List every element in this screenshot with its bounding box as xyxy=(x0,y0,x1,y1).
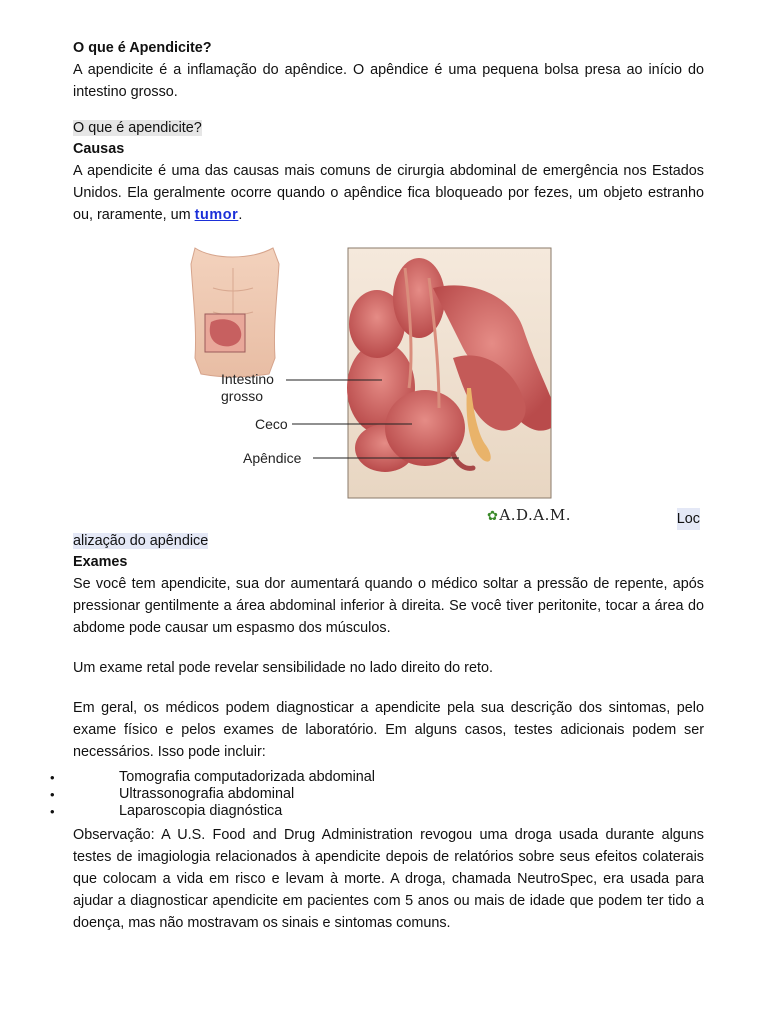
adam-logo xyxy=(487,506,571,524)
list-item: • Laparoscopia diagnóstica xyxy=(73,803,704,820)
appendix-illustration xyxy=(73,238,704,508)
what-is-line xyxy=(73,117,704,139)
intestine-closeup-icon xyxy=(347,248,551,498)
leaf-icon: ✿ xyxy=(487,509,499,524)
label-cecum: Ceco xyxy=(255,416,288,432)
label-appendix: Apêndice xyxy=(243,450,302,466)
section-heading-what-is: O que é Apendicite? xyxy=(73,40,212,56)
paragraph-diagnosis: Em geral, os médicos podem diagnosticar a apendicite pela sua descrição dos sintomas, pelo exame físico e pelos exames de laboratório. Em alguns casos, testes adicionais podem ser necessários. Isso pode incluir: xyxy=(73,700,704,760)
tumor-link[interactable]: tumor xyxy=(194,207,239,223)
causes-text: A apendicite é uma das causas mais comuns de cirurgia abdominal de emergência nos Estados Unidos. Ela geralmente ocorre quando o apêndice fica bloqueado por fezes, um objeto estranho ou, raramente, um xyxy=(73,163,704,223)
label-large-intestine-2: grosso xyxy=(221,388,264,404)
document-body xyxy=(73,38,704,934)
caption-link-part2[interactable]: alização do apêndice xyxy=(73,533,209,549)
appendix-location-figure xyxy=(73,238,704,508)
highlighted-link-what-is[interactable]: O que é apendicite? xyxy=(73,120,202,136)
tests-list xyxy=(73,769,704,820)
paragraph-note: Observação: A U.S. Food and Drug Administration revogou uma droga usada durante alguns testes de imagiologia relacionados à apendicite depois de relatórios sobre seus efeitos colaterais que colocam a vida em risco e levam à morte. A droga, chamada NeutroSpec, era usada para ajudar a diagnosticar apendicite em pacientes com 5 anos ou mais de idade que podem ter tido a doença, mas não mostravam os sinais e sintomas comuns. xyxy=(73,827,704,931)
section-heading-causes: Causas xyxy=(73,141,125,157)
label-large-intestine: Intestino xyxy=(221,371,274,387)
figure-caption-row xyxy=(73,508,704,530)
list-item: • Ultrassonografia abdominal xyxy=(73,786,704,803)
causes-text-end: . xyxy=(238,207,243,223)
caption-link-part1[interactable]: Loc xyxy=(677,508,700,530)
torso-icon xyxy=(191,248,279,377)
paragraph-exam-pain: Se você tem apendicite, sua dor aumentará quando o médico soltar a pressão de repente, após pressionar gentilmente a área abdominal inferior à direita. Se você tiver peritonite, tocar a área do abdome pode causar um espasmo dos músculos. xyxy=(73,576,704,636)
section-heading-exams: Exames xyxy=(73,554,128,570)
paragraph-causes xyxy=(73,160,704,226)
caption-line xyxy=(73,530,704,552)
paragraph-definition: A apendicite é a inflamação do apêndice. O apêndice é uma pequena bolsa presa ao início do intestino grosso. xyxy=(73,62,704,100)
adam-logo-text: A.D.A.M. xyxy=(499,506,571,524)
paragraph-rectal-exam: Um exame retal pode revelar sensibilidade no lado direito do reto. xyxy=(73,660,493,676)
list-item: • Tomografia computadorizada abdominal xyxy=(73,769,704,786)
